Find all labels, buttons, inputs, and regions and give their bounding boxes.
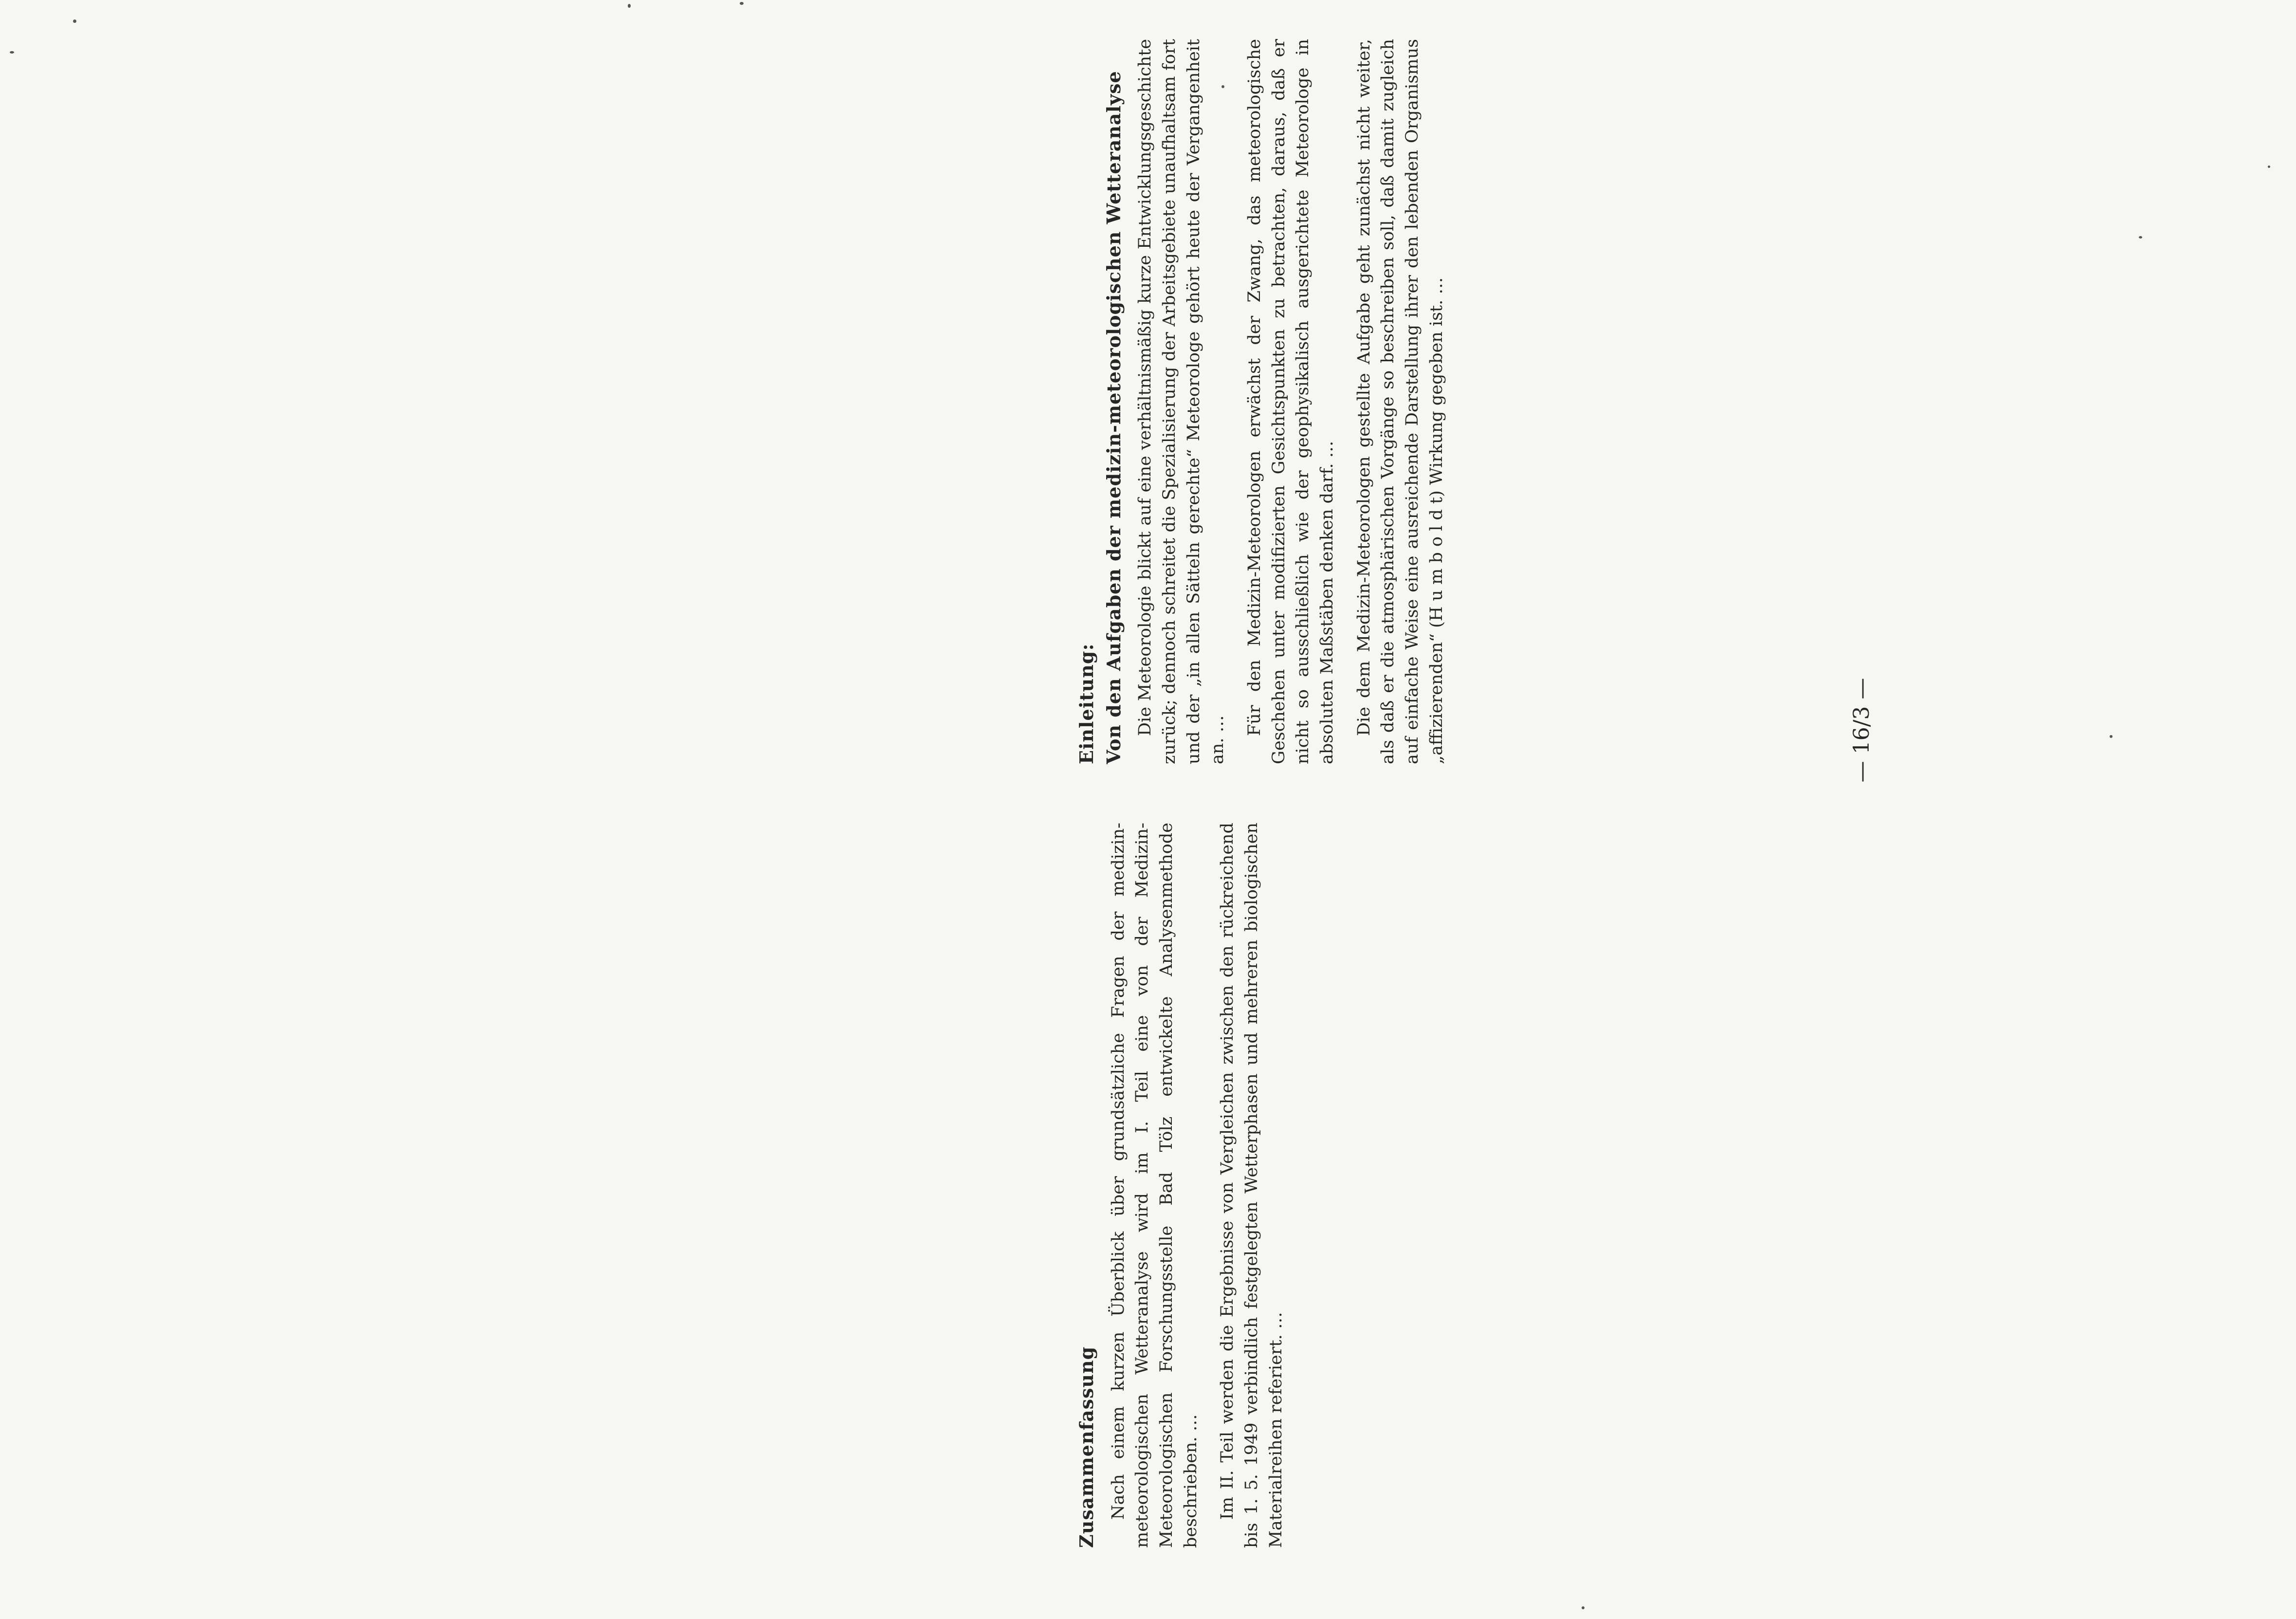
introduction-subheading: Von den Aufgaben der medizin-meteorologischen Wetteranalyse (1102, 71, 1125, 764)
scan-speck (1582, 1606, 1585, 1609)
scan-speck (10, 51, 14, 54)
introduction-paragraph: Die Meteorologie blickt auf eine verhältnismäßig kurze Entwicklungsgeschichte zurück; dennoch schreitet die Spezialisierung der Arbeitsgebiete unaufhaltsam fort und der „in allen Sätteln gerechte“ Meteorologe gehört heute der Vergangenheit an. … (1135, 39, 1228, 764)
introduction-paragraph: Die dem Medizin-Meteorologen gestellte Aufgabe geht zunächst nicht weiter, als daß er die atmosphärischen Vorgänge so beschreiben soll, daß damit zugleich auf einfache Weise eine ausreichende Darstellung ihrer den lebenden Organismus „affizierenden“ (H u m b o l d t) Wirkung gegeben ist. … (1354, 39, 1446, 764)
introduction-heading: Einleitung: (1075, 643, 1097, 764)
introduction-paragraph: Für den Medizin-Meteorologen erwächst der Zwang, das meteorologische Geschehen unter modifizierten Gesichtspunkten zu betrachten, daraus, daß er nicht so ausschließlich wie der geophysikalisch ausgerichtete Meteorologe in absoluten Maßstäben denken darf. … (1244, 39, 1337, 764)
scan-speck (628, 4, 631, 8)
introduction-column (1075, 39, 1810, 764)
summary-column (1075, 823, 1810, 1548)
scan-speck (740, 2, 744, 5)
summary-heading: Zusammenfassung (1075, 1346, 1097, 1548)
scan-speck (2110, 735, 2113, 738)
page-number: — 16/3 — (1849, 678, 1874, 783)
scan-speck (2268, 166, 2270, 168)
rotated-page (175, 39, 1927, 1548)
scan-speck (73, 19, 76, 23)
scan-speck (2139, 236, 2142, 239)
summary-paragraph: Nach einem kurzen Überblick über grundsätzliche Fragen der medizin-meteorologischen Wetteranalyse wird im I. Teil eine von der Medizin-Meteorologischen Forschungsstelle Bad Tölz entwickelte Analysenmethode beschrieben. … (1108, 823, 1201, 1548)
summary-paragraph: Im II. Teil werden die Ergebnisse von Vergleichen zwischen den rückreichend bis 1. 5. 1949 verbindlich festgelegten Wetterphasen und mehreren biologischen Materialreihen referiert. … (1218, 823, 1286, 1548)
